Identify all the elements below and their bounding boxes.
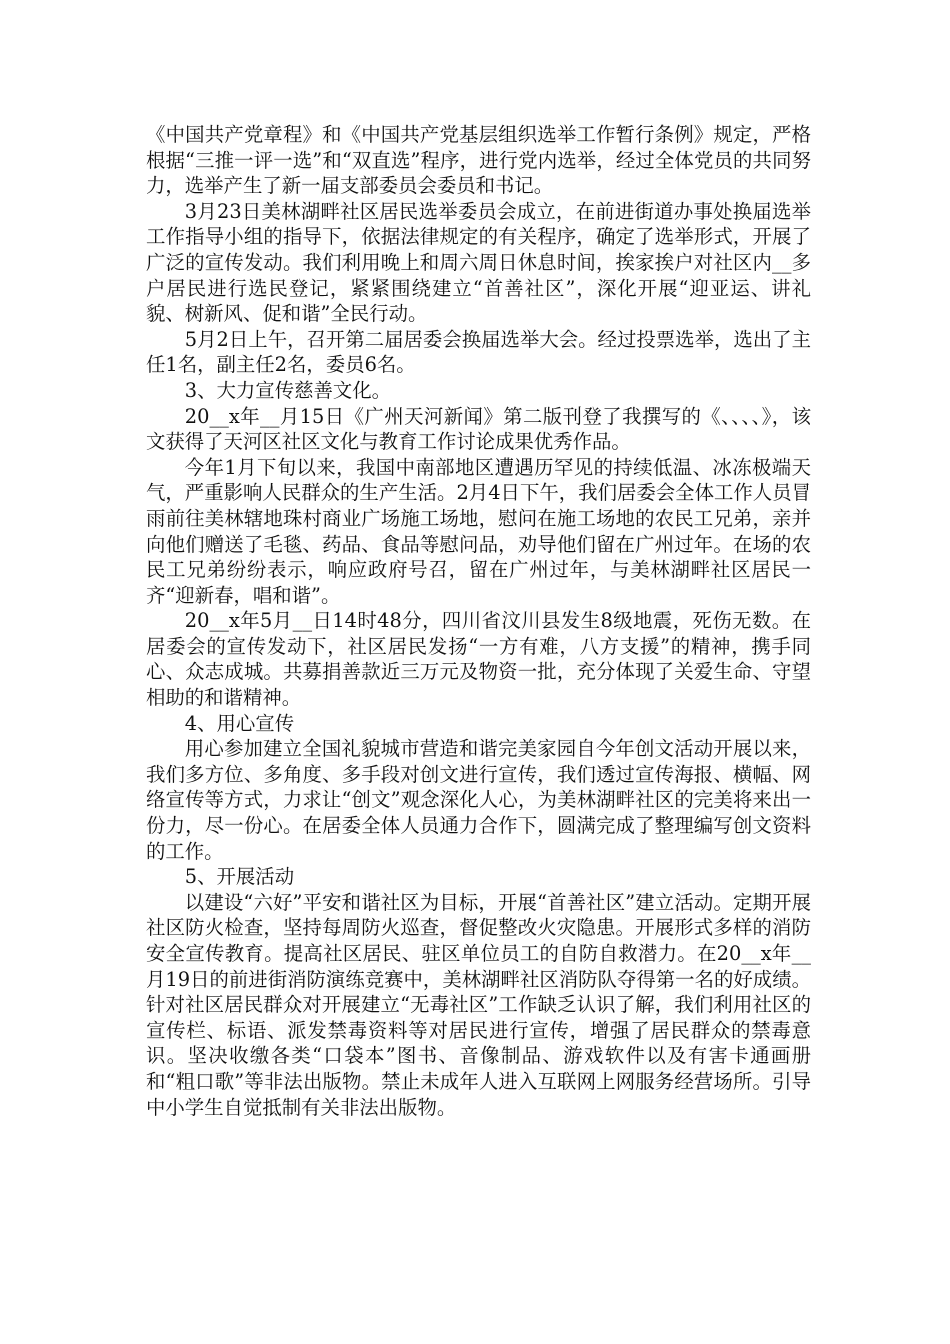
paragraph-election-meeting: 5月2日上午，召开第二届居委会换届选举大会。经过投票选举，选出了主任1名，副主任2名，委员6名。 xyxy=(146,327,811,377)
paragraph-election-committee: 3月23日美林湖畔社区居民选举委员会成立，在前进街道办事处换届选举工作指导小组的指导下，依据法律规定的有关程序，确定了选举形式，开展了广泛的宣传发动。我们利用晚上和周六周日休息时间，挨家挨户对社区内__多户居民进行选民登记，紧紧围绕建立“首善社区”，深化开展“迎亚运、讲礼貌、树新风、促和谐”全民行动。 xyxy=(146,199,811,326)
paragraph-earthquake-relief: 20__x年5月__日14时48分，四川省汶川县发生8级地震，死伤无数。在居委会的宣传发动下，社区居民发扬“一方有难，八方支援”的精神，携手同心、众志成城。共募捐善款近三万元及物资一批，充分体现了关爱生命、守望相助的和谐精神。 xyxy=(146,609,811,710)
section-heading-publicity: 4、用心宣传 xyxy=(184,711,295,735)
section-heading-charity-culture: 3、大力宣传慈善文化。 xyxy=(184,378,392,402)
paragraph-party-election: 《中国共产党章程》和《中国共产党基层组织选举工作暂行条例》规定，严格根据“三推一评一选”和“双直选”程序，进行党内选举，经过全体党员的共同努力，选举产生了新一届支部委员会委员和书记。 xyxy=(146,123,811,198)
paragraph-cold-weather: 今年1月下旬以来，我国中南部地区遭遇历罕见的持续低温、冰冻极端天气，严重影响人民群众的生产生活。2月4日下午，我们居委会全体工作人员冒雨前往美林辖地珠村商业广场施工场地，慰问在施工场地的农民工兄弟，亲并向他们赠送了毛毯、药品、食品等慰问品，劝导他们留在广州过年。在场的农民工兄弟纷纷表示，响应政府号召，留在广州过年，与美林湖畔社区居民一齐“迎新春，唱和谐”。 xyxy=(146,455,811,607)
document-body xyxy=(146,122,811,1120)
paragraph-news-article: 20__x年__月15日《广州天河新闻》第二版刊登了我撰写的《、、、、》，该文获得了天河区社区文化与教育工作讨论成果优秀作品。 xyxy=(146,404,811,454)
section-heading-activities: 5、开展活动 xyxy=(184,865,295,889)
paragraph-safe-community: 以建设“六好”平安和谐社区为目标，开展“首善社区”建立活动。定期开展社区防火检查，坚持每周防火巡查，督促整改火灾隐患。开展形式多样的消防安全宣传教育。提高社区居民、驻区单位员工的自防自救潜力。在20__x年__月19日的前进街消防演练竞赛中，美林湖畔社区消防队夺得第一名的好成绩。针对社区居民群众对开展建立“无毒社区”工作缺乏认识了解，我们利用社区的宣传栏、标语、派发禁毒资料等对居民进行宣传，增强了居民群众的禁毒意识。坚决收缴各类“口袋本”图书、音像制品、游戏软件以及有害卡通画册和“粗口歌”等非法出版物。禁止未成年人进入互联网上网服务经营场所。引导中小学生自觉抵制有关非法出版物。 xyxy=(146,890,811,1119)
paragraph-civilized-city: 用心参加建立全国礼貌城市营造和谐完美家园自今年创文活动开展以来，我们多方位、多角度、多手段对创文进行宣传，我们透过宣传海报、横幅、网络宣传等方式，力求让“创文”观念深化人心，为美林湖畔社区的完美将来出一份力，尽一份心。在居委全体人员通力合作下，圆满完成了整理编写创文资料的工作。 xyxy=(146,737,811,863)
